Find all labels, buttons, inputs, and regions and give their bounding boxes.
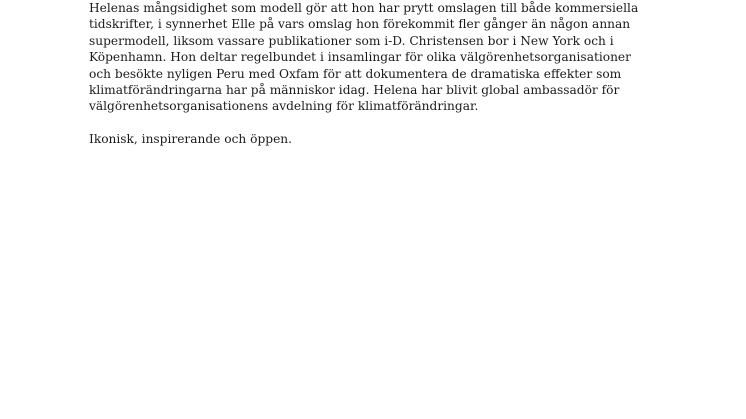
text-line: Helenas mångsidighet som modell gör att hon har prytt omslagen till både kommersiella [89,1,639,15]
text-line: Köpenhamn. Hon deltar regelbundet i insamlingar för olika välgörenhetsorganisationer [89,50,631,65]
paragraph-tagline [89,131,689,147]
paragraph-biography [89,0,689,115]
text-line: välgörenhetsorganisationens avdelning för klimatförändringar. [89,99,479,114]
text-line: och besökte nyligen Peru med Oxfam för att dokumentera de dramatiska effekter som [89,66,622,81]
text-line: supermodell, liksom vassare publikationer som i-D. Christensen bor i New York och i [89,33,614,48]
document-body [89,0,689,147]
text-line: tidskrifter, i synnerhet Elle på vars omslag hon förekommit fler gånger än någon annan [89,17,631,32]
text-line: klimatförändringarna har på människor idag. Helena har blivit global ambassadör för [89,83,620,98]
text-line: Ikonisk, inspirerande och öppen. [89,131,293,146]
